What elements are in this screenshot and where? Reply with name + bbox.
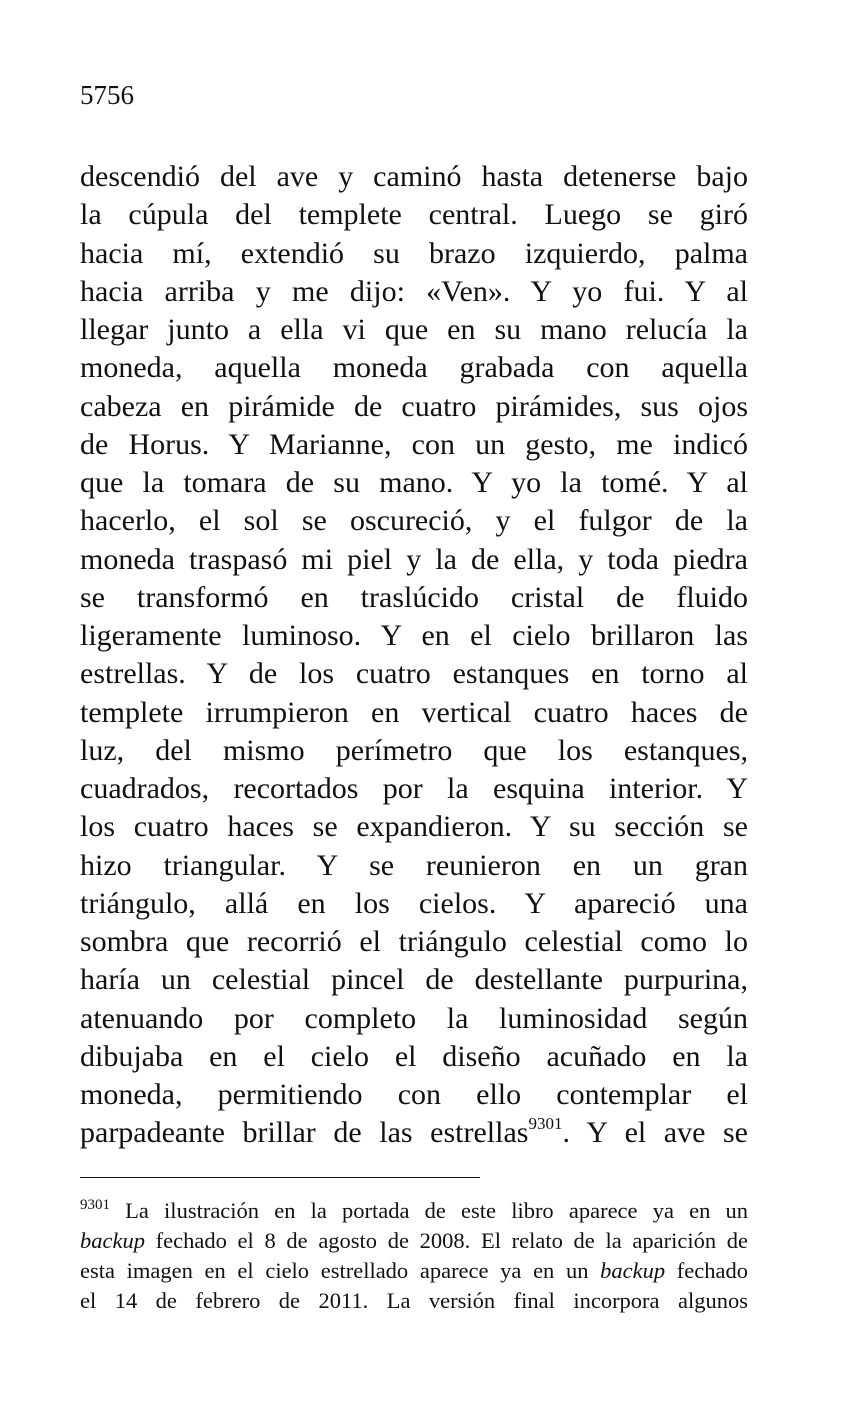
footnote-line-1-text: La ilustración en la portada de este libro aparece ya en un — [110, 1198, 748, 1223]
footnote-reference[interactable]: 9301 — [528, 1114, 563, 1134]
body-line: atenuando por completo la luminosidad según — [80, 1001, 748, 1035]
footnote-line — [80, 1196, 748, 1226]
body-line: dibujaba en el cielo el diseño acuñado en la — [80, 1039, 748, 1073]
body-line: luz, del mismo perímetro que los estanques, — [80, 733, 748, 767]
body-line: la cúpula del templete central. Luego se giró — [80, 198, 748, 232]
body-line: estrellas. Y de los cuatro estanques en torno al — [80, 657, 748, 691]
page-number: 5756 — [80, 80, 134, 110]
footnote-italic-backup: backup — [80, 1228, 145, 1253]
footnote-line-3-start: esta imagen en el cielo estrellado aparece ya en un — [80, 1258, 601, 1283]
body-line: moneda traspasó mi piel y la de ella, y toda piedra — [80, 542, 748, 576]
body-line: de Horus. Y Marianne, con un gesto, me indicó — [80, 427, 748, 461]
body-line-last — [80, 1114, 748, 1152]
body-line: se transformó en traslúcido cristal de fluido — [80, 580, 748, 614]
footnote-line — [80, 1226, 748, 1256]
body-line: que la tomara de su mano. Y yo la tomé. Y al — [80, 466, 748, 499]
body-line: triángulo, allá en los cielos. Y apareció una — [80, 886, 748, 920]
body-line: cabeza en pirámide de cuatro pirámides, sus ojos — [80, 389, 748, 423]
footnote-line-3-end: fechado — [665, 1258, 748, 1283]
body-line: hacia mí, extendió su brazo izquierdo, palma — [80, 236, 748, 270]
body-line: sombra que recorrió el triángulo celestial como lo — [80, 925, 748, 958]
body-line: llegar junto a ella vi que en su mano relucía la — [80, 313, 748, 346]
body-line-last-text: parpadeante brillar de las estrellas — [80, 1116, 529, 1150]
body-line: haría un celestial pincel de destellante purpurina, — [80, 963, 748, 997]
footnote-line-2-text: fechado el 8 de agosto de 2008. El relato de la aparición de — [144, 1228, 748, 1253]
body-line: ligeramente luminoso. Y en el cielo brillaron las — [80, 619, 748, 652]
body-line: descendió del ave y caminó hasta detenerse bajo — [80, 160, 748, 193]
body-line: los cuatro haces se expandieron. Y su sección se — [80, 810, 748, 844]
footnote — [80, 1196, 748, 1316]
body-line-last-tail: . Y el ave se — [562, 1116, 748, 1150]
footnote-italic-backup: backup — [600, 1258, 666, 1283]
body-line: hacerlo, el sol se oscureció, y el fulgor de la — [80, 504, 748, 538]
body-line: moneda, aquella moneda grabada con aquella — [80, 351, 748, 385]
body-line: cuadrados, recortados por la esquina interior. Y — [80, 772, 748, 805]
body-line: moneda, permitiendo con ello contemplar el — [80, 1078, 748, 1111]
body-line: hizo triangular. Y se reunieron en un gran — [80, 848, 748, 882]
body-line: templete irrumpieron en vertical cuatro haces de — [80, 695, 748, 729]
body-line: hacia arriba y me dijo: «Ven». Y yo fui. Y al — [80, 274, 748, 308]
body-text — [80, 158, 748, 1153]
footnote-number: 9301 — [80, 1196, 110, 1213]
footnote-divider — [80, 1177, 480, 1178]
footnote-line — [80, 1256, 748, 1286]
footnote-line: el 14 de febrero de 2011. La versión final incorpora algunos — [80, 1288, 748, 1313]
